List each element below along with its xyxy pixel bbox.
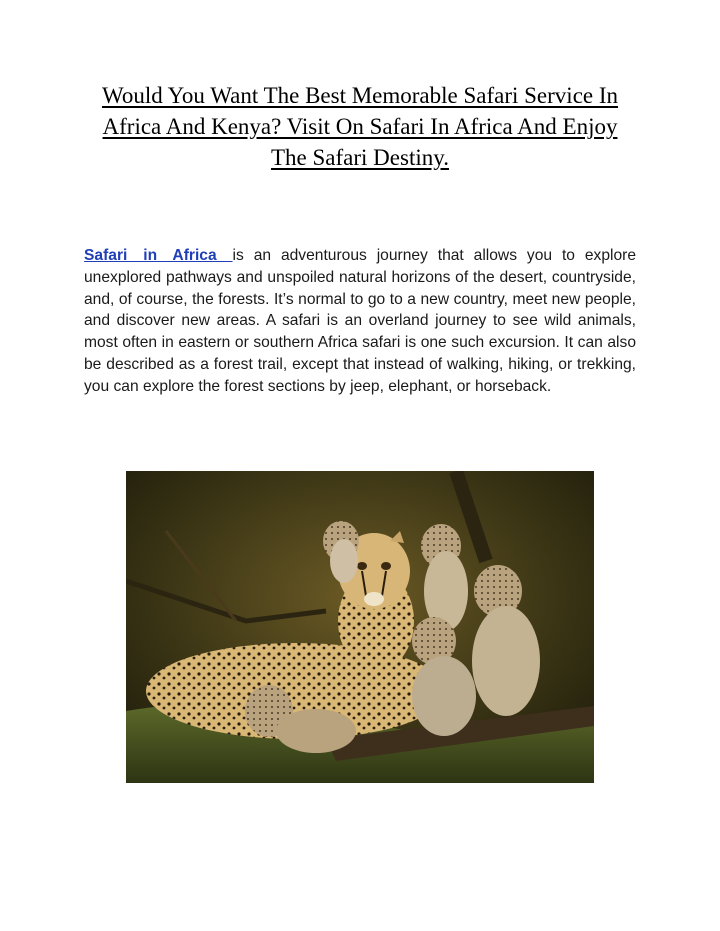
page-title: Would You Want The Best Memorable Safari Service In Africa And Kenya? Visit On Safari In Africa And Enjoy The Safari Destiny. [101,83,619,170]
safari-in-africa-link[interactable]: Safari in Africa [84,247,233,264]
intro-paragraph-text: is an adventurous journey that allows you to explore unexplored pathways and unspoiled natural horizons of the desert, countryside, and, of course, the forests. It’s normal to go to a new country, meet new people, and discover new areas. A safari is an overland journey to see wild animals, most often in eastern or southern Africa safari is one such excursion. It can also be described as a forest trail, except that instead of walking, hiking, or trekking, you can explore the forest sections by jeep, elephant, or horseback. [84,247,636,395]
cheetah-family-photo [126,471,594,783]
intro-paragraph [84,245,636,398]
